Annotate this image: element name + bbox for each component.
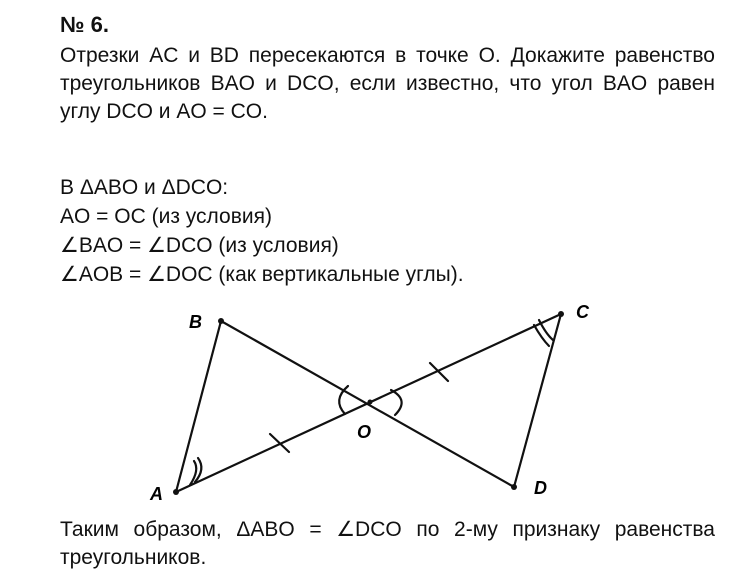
angle-arc-o-left (339, 386, 348, 414)
label-o: O (357, 422, 372, 442)
point-b (218, 318, 224, 324)
angle-arc-o-right (391, 390, 402, 415)
solution-line-4: ∠AOB = ∠DOC (как вертикальные углы). (60, 263, 464, 286)
point-c (558, 311, 564, 317)
solution-line-3: ∠BAO = ∠DCO (из условия) (60, 234, 339, 257)
segment-bd (221, 321, 514, 487)
point-a (173, 489, 179, 495)
label-d: D (534, 478, 547, 498)
segment-ab (176, 321, 221, 492)
tick-ao (270, 434, 289, 452)
label-a: A (150, 484, 163, 504)
conclusion-text: Таким образом, ΔABO = ∠DCO по 2-му признаку равенства треугольников. (60, 518, 715, 569)
label-b: B (189, 312, 202, 332)
angle-arc-c (534, 325, 549, 346)
problem-statement: Отрезки AC и BD пересекаются в точке O. Докажите равенство треугольников BAO и DCO, если известно, что угол BAO равен углу DCO и AO = CO. (60, 44, 715, 123)
tick-oc (430, 363, 448, 381)
problem-number: № 6. (60, 12, 109, 37)
solution-line-1: В ΔABO и ΔDCO: (60, 176, 229, 199)
point-d (511, 484, 517, 490)
point-o (368, 400, 373, 405)
solution-line-2: AO = OC (из условия) (60, 205, 272, 228)
label-c: C (576, 302, 589, 322)
